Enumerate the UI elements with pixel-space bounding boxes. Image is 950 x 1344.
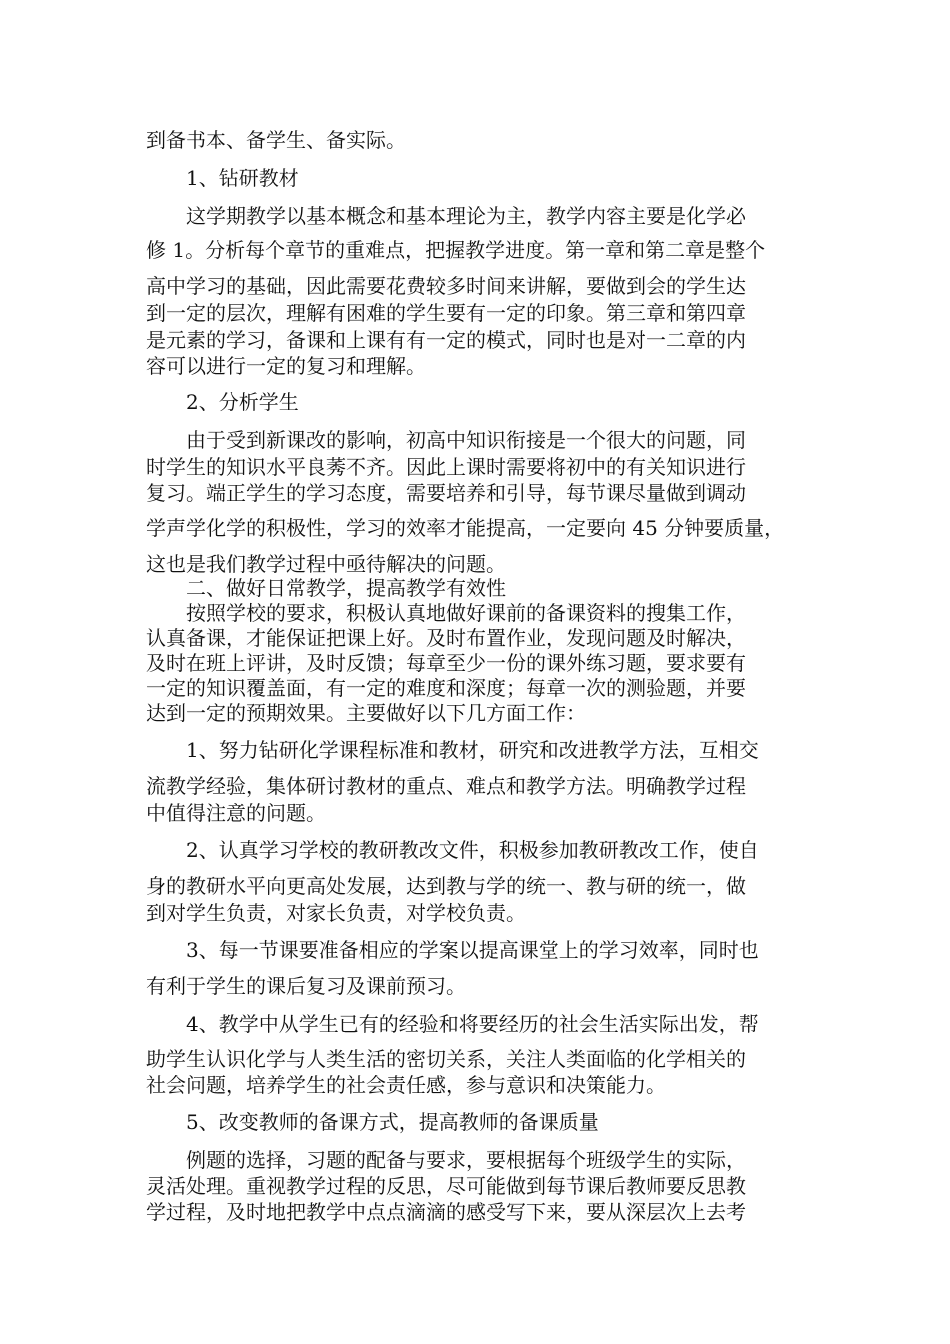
text-line: 身的教研水平向更高处发展，达到教与学的统一、教与研的统一，做 [146, 874, 746, 898]
text-line: 学过程，及时地把教学中点点滴滴的感受写下来，要从深层次上去考 [146, 1200, 746, 1224]
text-line: 认真备课，才能保证把课上好。及时布置作业，发现问题及时解决， [146, 626, 746, 650]
text-line: 复习。端正学生的学习态度，需要培养和引导，每节课尽量做到调动 [146, 481, 746, 505]
text-line: 修 1。分析每个章节的重难点，把握教学进度。第一章和第二章是整个 [146, 238, 766, 262]
text-line: 灵活处理。重视教学过程的反思，尽可能做到每节课后教师要反思教 [146, 1174, 746, 1198]
text-line: 学声学化学的积极性，学习的效率才能提高，一定要向 45 分钟要质量， [146, 516, 785, 540]
text-line: 这也是我们教学过程中亟待解决的问题。 [146, 552, 506, 576]
text-line: 流教学经验，集体研讨教材的重点、难点和教学方法。明确教学过程 [146, 774, 746, 798]
section-heading: 2、分析学生 [186, 390, 299, 414]
list-item: 1、努力钻研化学课程标准和教材，研究和改进教学方法，互相交 [186, 738, 759, 762]
text-line: 到备书本、备学生、备实际。 [146, 128, 406, 152]
list-item: 3、每一节课要准备相应的学案以提高课堂上的学习效率，同时也 [186, 938, 759, 962]
text-line: 高中学习的基础，因此需要花费较多时间来讲解，要做到会的学生达 [146, 274, 746, 298]
list-item: 2、认真学习学校的教研教改文件，积极参加教研教改工作，使自 [186, 838, 759, 862]
list-item: 5、改变教师的备课方式，提高教师的备课质量 [186, 1110, 599, 1134]
list-item: 4、教学中从学生已有的经验和将要经历的社会生活实际出发，帮 [186, 1012, 759, 1036]
text-line: 到对学生负责，对家长负责，对学校负责。 [146, 901, 526, 925]
text-line: 助学生认识化学与人类生活的密切关系，关注人类面临的化学相关的 [146, 1047, 746, 1071]
text-line: 达到一定的预期效果。主要做好以下几方面工作： [146, 701, 586, 725]
text-line: 由于受到新课改的影响，初高中知识衔接是一个很大的问题，同 [186, 428, 746, 452]
text-line: 例题的选择，习题的配备与要求，要根据每个班级学生的实际， [186, 1148, 746, 1172]
text-line: 时学生的知识水平良莠不齐。因此上课时需要将初中的有关知识进行 [146, 455, 746, 479]
text-line: 一定的知识覆盖面，有一定的难度和深度；每章一次的测验题，并要 [146, 676, 746, 700]
text-line: 社会问题，培养学生的社会责任感，参与意识和决策能力。 [146, 1073, 666, 1097]
section-heading: 二、做好日常教学，提高教学有效性 [186, 576, 506, 600]
text-line: 及时在班上评讲，及时反馈；每章至少一份的课外练习题，要求要有 [146, 651, 746, 675]
text-line: 这学期教学以基本概念和基本理论为主，教学内容主要是化学必 [186, 204, 746, 228]
section-heading: 1、钻研教材 [186, 166, 299, 190]
text-line: 容可以进行一定的复习和理解。 [146, 354, 426, 378]
text-line: 按照学校的要求，积极认真地做好课前的备课资料的搜集工作， [186, 601, 746, 625]
text-line: 是元素的学习，备课和上课有有一定的模式，同时也是对一二章的内 [146, 328, 746, 352]
text-line: 到一定的层次，理解有困难的学生要有一定的印象。第三章和第四章 [146, 301, 746, 325]
text-line: 中值得注意的问题。 [146, 801, 326, 825]
text-line: 有利于学生的课后复习及课前预习。 [146, 974, 466, 998]
